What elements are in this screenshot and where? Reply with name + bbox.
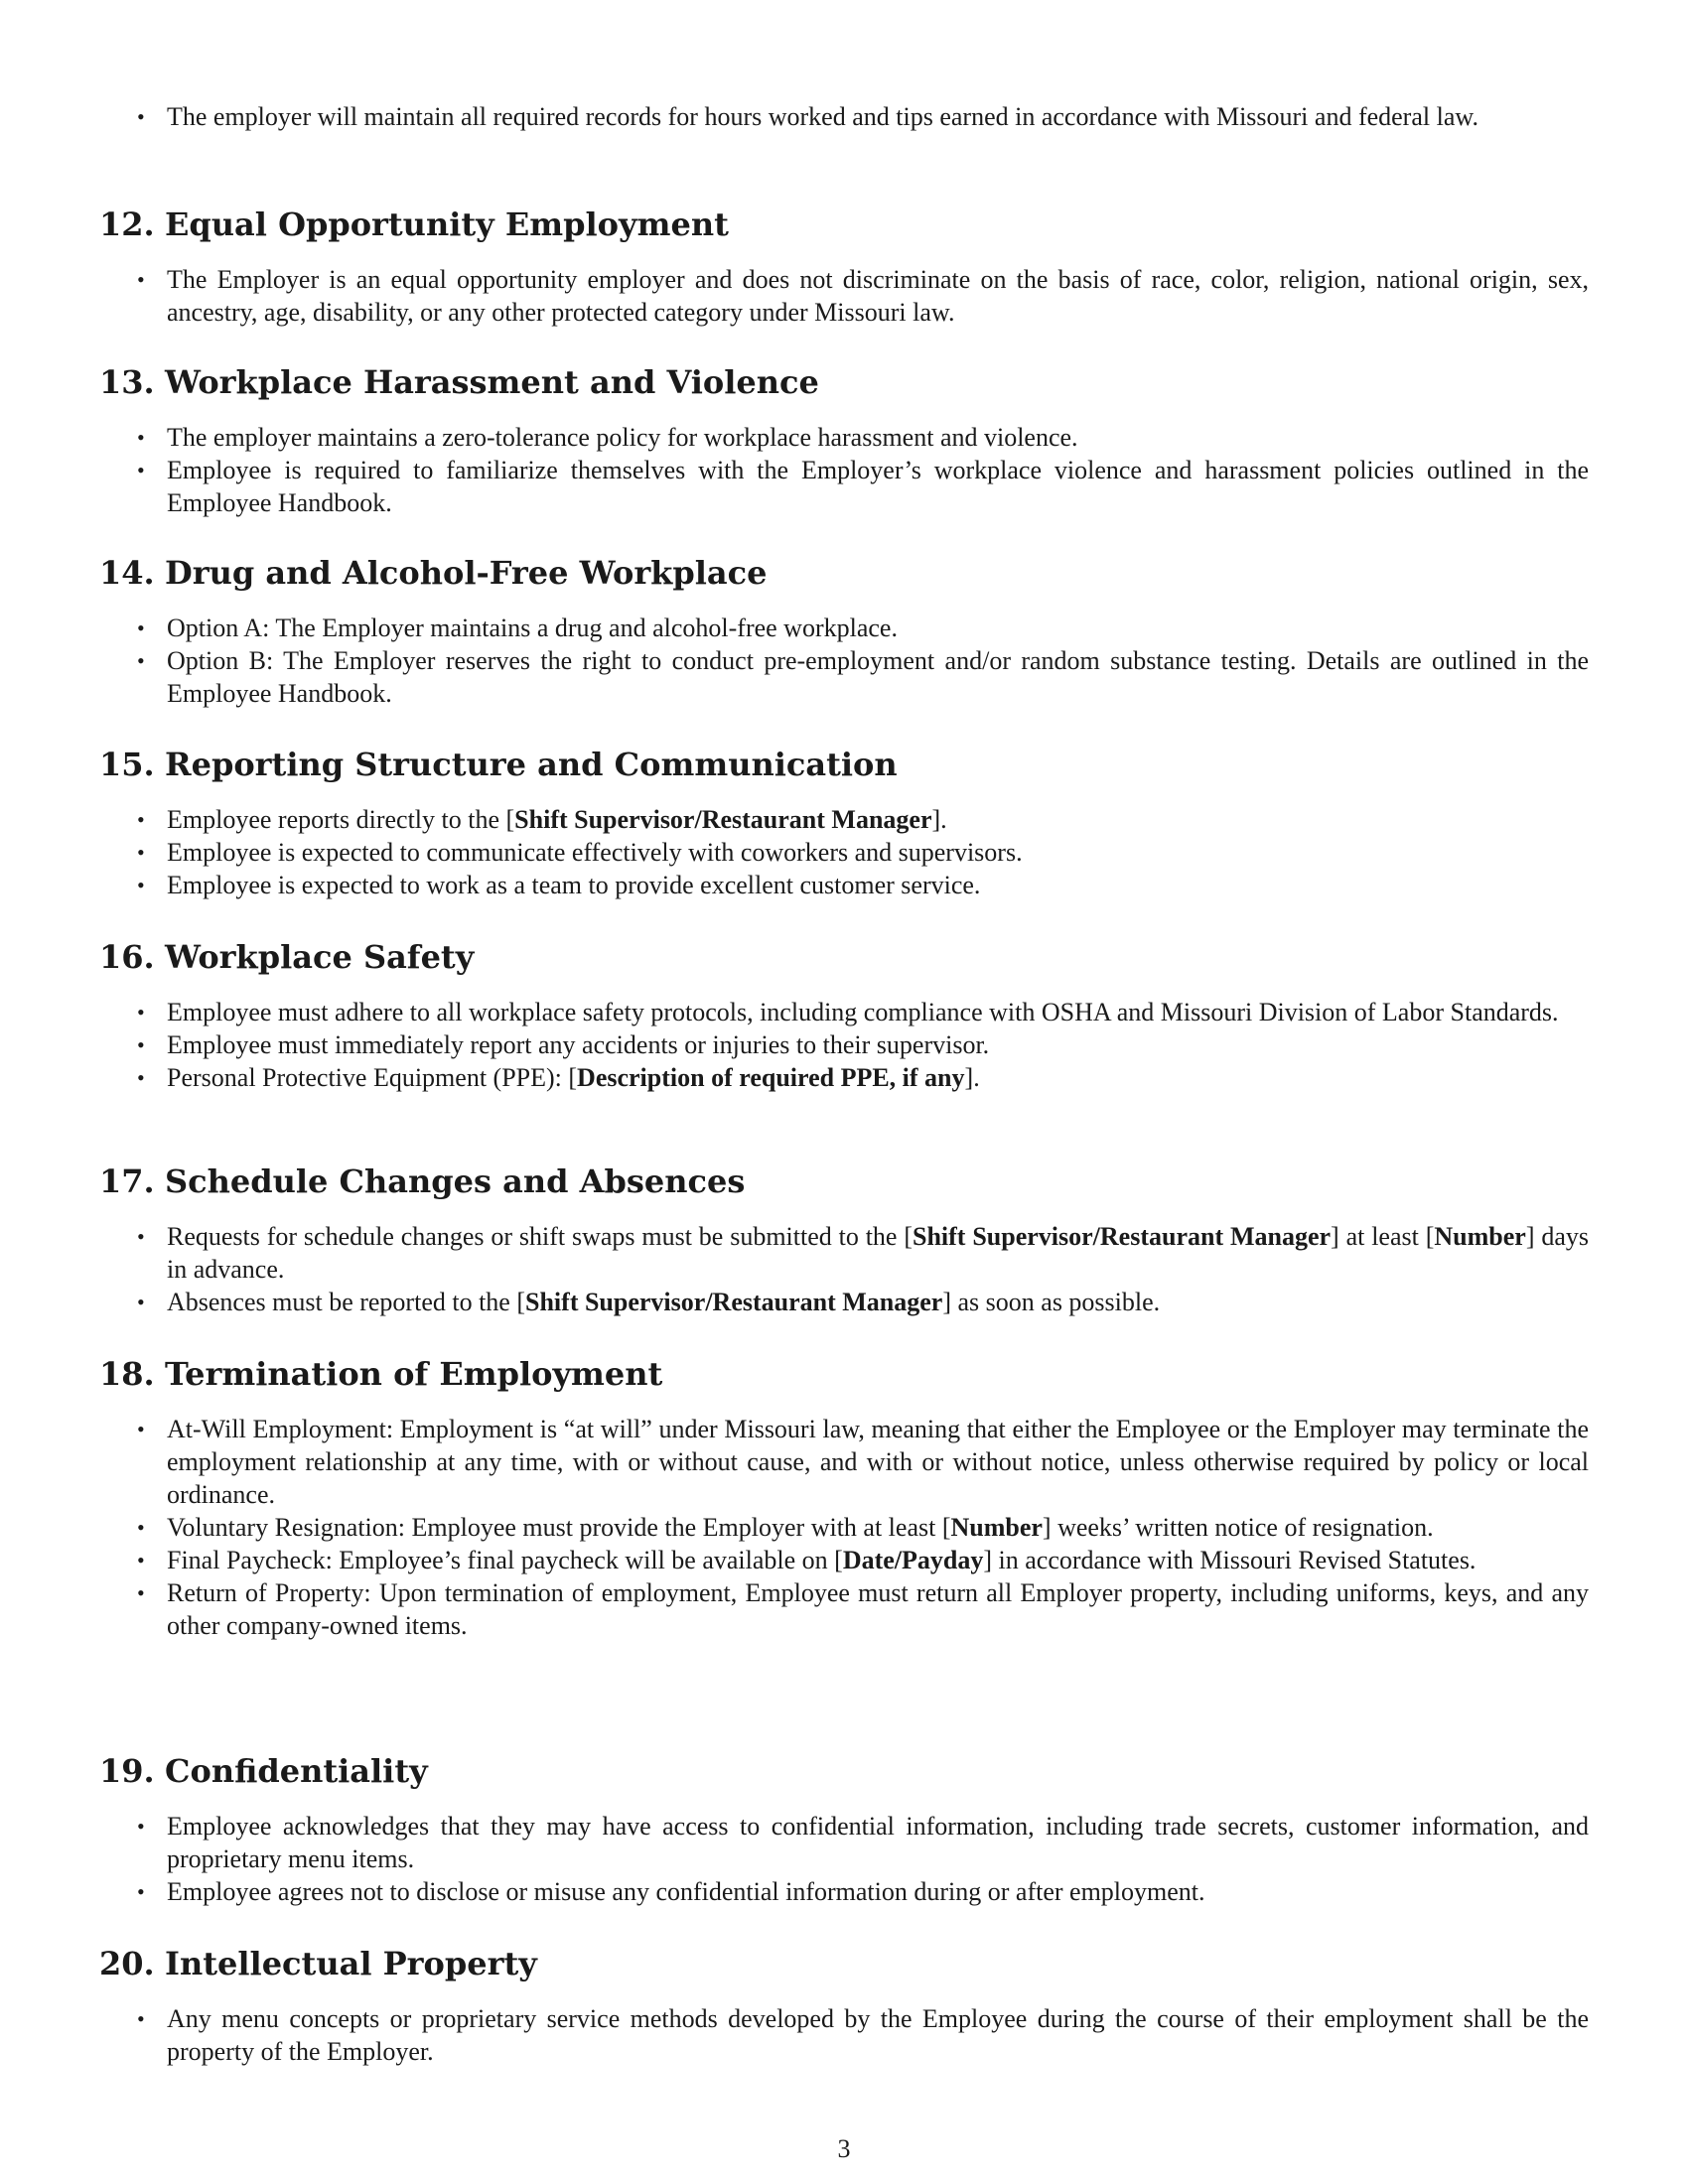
section-number: 18. [99, 1355, 155, 1393]
bullet-icon: • [137, 648, 145, 673]
section-number: 20. [99, 1945, 155, 1982]
list-item [99, 100, 1589, 133]
list-item [99, 454, 1589, 519]
section-heading [99, 205, 1589, 244]
item-text: Any menu concepts or proprietary service methods developed by the Employee during the course of their employment shall be the property of the Employer. [167, 2004, 1589, 2066]
placeholder-field: Number [950, 1513, 1043, 1542]
bullet-icon: • [137, 1548, 145, 1572]
list-item [99, 644, 1589, 710]
section-number: 14. [99, 554, 155, 592]
item-text: Final Paycheck: Employee’s final paycheck will be available on [ [167, 1546, 843, 1574]
item-text: ] at least [ [1331, 1222, 1435, 1251]
list-item [99, 1220, 1589, 1286]
section-heading [99, 1161, 1589, 1201]
list-item [99, 1286, 1589, 1318]
section-heading [99, 937, 1589, 977]
section-number: 15. [99, 746, 155, 783]
bullet-icon: • [137, 840, 145, 865]
section-workplace-safety [99, 937, 1589, 1094]
list-item [99, 263, 1589, 329]
intro-item-list [99, 100, 1589, 133]
item-text: Employee must immediately report any accidents or injuries to their supervisor. [167, 1030, 990, 1059]
bullet-icon: • [137, 1814, 145, 1839]
section-schedule-changes [99, 1161, 1589, 1318]
item-text: The Employer is an equal opportunity employer and does not discriminate on the basis of race, color, religion, national origin, sex, ancestry, age, disability, or any other protected category under Missouri law. [167, 265, 1589, 327]
bullet-icon: • [137, 1580, 145, 1605]
item-text: Employee is expected to work as a team to provide excellent customer service. [167, 871, 981, 899]
section-number: 17. [99, 1162, 155, 1200]
section-heading [99, 362, 1589, 402]
bullet-icon: • [137, 1290, 145, 1314]
item-text: Employee must adhere to all workplace safety protocols, including compliance with OSHA and Missouri Division of Labor Standards. [167, 998, 1559, 1026]
section-number: 12. [99, 205, 155, 243]
section-item-list [99, 996, 1589, 1094]
section-heading [99, 1751, 1589, 1791]
list-item [99, 996, 1589, 1028]
section-drug-alcohol-free [99, 553, 1589, 710]
item-text: ]. [931, 805, 947, 834]
item-text: Return of Property: Upon termination of employment, Employee must return all Employer property, including uniforms, keys, and any other company-owned items. [167, 1578, 1589, 1640]
section-item-list [99, 803, 1589, 901]
bullet-icon: • [137, 458, 145, 482]
section-title: Equal Opportunity Employment [165, 205, 729, 243]
list-item [99, 836, 1589, 869]
bullet-icon: • [137, 615, 145, 640]
bullet-icon: • [137, 1000, 145, 1024]
list-item [99, 1028, 1589, 1061]
list-item [99, 612, 1589, 644]
list-item [99, 1511, 1589, 1544]
section-reporting-structure [99, 745, 1589, 901]
section-number: 13. [99, 363, 155, 401]
list-item [99, 1875, 1589, 1908]
section-title: Drug and Alcohol-Free Workplace [165, 554, 768, 592]
section-title: Reporting Structure and Communication [165, 746, 898, 783]
item-text: ] in accordance with Missouri Revised Statutes. [983, 1546, 1477, 1574]
list-item [99, 1576, 1589, 1642]
item-text: Absences must be reported to the [ [167, 1288, 526, 1316]
bullet-icon: • [137, 1879, 145, 1904]
list-item [99, 1061, 1589, 1094]
item-text: ]. [964, 1063, 980, 1092]
section-heading [99, 553, 1589, 593]
section-number: 19. [99, 1752, 155, 1790]
section-title: Termination of Employment [165, 1355, 663, 1393]
item-text: ] days in advance. [167, 1222, 1589, 1284]
placeholder-field: Date/Payday [842, 1546, 984, 1574]
item-text: ] weeks’ written notice of resignation. [1042, 1513, 1434, 1542]
placeholder-field: Shift Supervisor/Restaurant Manager [913, 1222, 1332, 1251]
section-item-list [99, 1220, 1589, 1318]
item-text: Option B: The Employer reserves the right to conduct pre-employment and/or random substance testing. Details are outlined in the Employee Handbook. [167, 646, 1589, 708]
section-title: Workplace Safety [165, 938, 475, 976]
intro-section [99, 100, 1589, 133]
section-number: 16. [99, 938, 155, 976]
placeholder-field: Number [1434, 1222, 1526, 1251]
section-item-list [99, 612, 1589, 710]
section-item-list [99, 1810, 1589, 1908]
section-item-list [99, 421, 1589, 519]
list-item [99, 1810, 1589, 1875]
item-text: The employer maintains a zero-tolerance policy for workplace harassment and violence. [167, 423, 1078, 452]
bullet-icon: • [137, 267, 145, 292]
item-text: Employee reports directly to the [ [167, 805, 515, 834]
list-item [99, 803, 1589, 836]
item-text: Employee is expected to communicate effectively with coworkers and supervisors. [167, 838, 1023, 867]
section-title: Confidentiality [165, 1752, 428, 1790]
item-text: ] as soon as possible. [942, 1288, 1161, 1316]
item-text: Option A: The Employer maintains a drug and alcohol-free workplace. [167, 614, 898, 642]
item-text: Voluntary Resignation: Employee must provide the Employer with at least [ [167, 1513, 951, 1542]
section-equal-opportunity [99, 205, 1589, 329]
item-text: Employee agrees not to disclose or misuse any confidential information during or after employment. [167, 1877, 1205, 1906]
section-title: Intellectual Property [165, 1945, 537, 1982]
section-item-list [99, 1413, 1589, 1642]
section-title: Workplace Harassment and Violence [165, 363, 819, 401]
section-heading [99, 1354, 1589, 1394]
item-text: The employer will maintain all required records for hours worked and tips earned in accordance with Missouri and federal law. [167, 102, 1478, 131]
section-heading [99, 745, 1589, 784]
list-item [99, 1544, 1589, 1576]
item-text: Employee acknowledges that they may have access to confidential information, including trade secrets, customer information, and proprietary menu items. [167, 1812, 1589, 1873]
list-item [99, 869, 1589, 901]
bullet-icon: • [137, 1065, 145, 1090]
placeholder-field: Shift Supervisor/Restaurant Manager [514, 805, 932, 834]
placeholder-field: Shift Supervisor/Restaurant Manager [525, 1288, 943, 1316]
section-termination [99, 1354, 1589, 1642]
page-number: 3 [837, 2134, 851, 2163]
bullet-icon: • [137, 807, 145, 832]
item-text: Personal Protective Equipment (PPE): [ [167, 1063, 578, 1092]
section-title: Schedule Changes and Absences [165, 1162, 746, 1200]
section-item-list [99, 263, 1589, 329]
list-item [99, 2002, 1589, 2068]
bullet-icon: • [137, 1224, 145, 1249]
section-intellectual-property [99, 1944, 1589, 2068]
section-workplace-harassment [99, 362, 1589, 519]
bullet-icon: • [137, 425, 145, 450]
bullet-icon: • [137, 2006, 145, 2031]
section-confidentiality [99, 1751, 1589, 1908]
bullet-icon: • [137, 873, 145, 897]
section-heading [99, 1944, 1589, 1983]
bullet-icon: • [137, 1515, 145, 1540]
placeholder-field: Description of required PPE, if any [577, 1063, 965, 1092]
bullet-icon: • [137, 104, 145, 129]
section-item-list [99, 2002, 1589, 2068]
bullet-icon: • [137, 1032, 145, 1057]
item-text: Employee is required to familiarize themselves with the Employer’s workplace violence and harassment policies outlined in the Employee Handbook. [167, 456, 1589, 517]
bullet-icon: • [137, 1417, 145, 1441]
item-text: At-Will Employment: Employment is “at will” under Missouri law, meaning that either the Employee or the Employer may terminate the employment relationship at any time, with or without cause, and with or without notice, unless otherwise required by policy or local ordinance. [167, 1415, 1589, 1509]
item-text: Requests for schedule changes or shift swaps must be submitted to the [ [167, 1222, 913, 1251]
list-item [99, 1413, 1589, 1511]
list-item [99, 421, 1589, 454]
